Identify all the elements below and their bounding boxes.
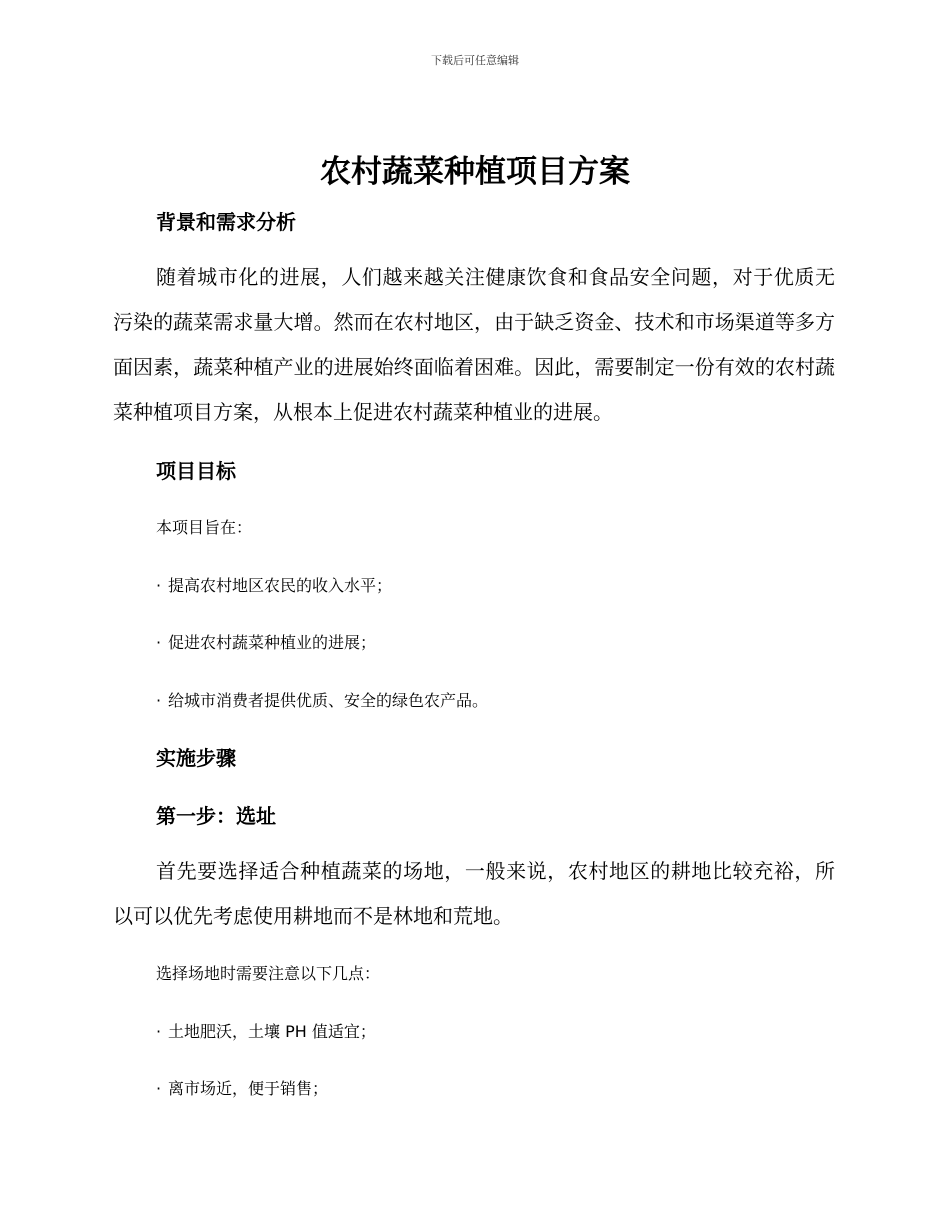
goal-bullet-text: 促进农村蔬菜种植业的进展；: [168, 633, 377, 652]
section-heading-steps: 实施步骤: [156, 746, 236, 770]
goals-intro: 本项目旨在：: [156, 518, 253, 537]
step1-paragraph-block: [113, 849, 835, 939]
step1-heading: 第一步：选址: [156, 804, 276, 828]
bullet-dot: ·: [156, 1022, 162, 1041]
page-title: 农村蔬菜种植项目方案: [320, 154, 630, 190]
bullet-dot: ·: [156, 1079, 162, 1098]
background-paragraph-block: [113, 255, 835, 435]
goal-bullet-item: [113, 686, 878, 716]
bullet-dot: ·: [156, 633, 162, 652]
goal-bullet-text: 给城市消费者提供优质、安全的绿色农产品。: [168, 691, 489, 710]
goal-bullet-item: [113, 628, 878, 658]
goal-bullet-text: 提高农村地区农民的收入水平；: [168, 576, 393, 595]
bullet-dot: ·: [156, 576, 162, 595]
step1-bullet-text: 离市场近，便于销售；: [168, 1079, 329, 1098]
header-note: 下载后可任意编辑: [431, 54, 519, 67]
step1-bullet-text: 土地肥沃，土壤 PH 值适宜；: [168, 1022, 376, 1041]
section-heading-background: 背景和需求分析: [156, 210, 296, 234]
goal-bullet-item: [113, 571, 878, 601]
step1-bullet-item: [113, 1074, 878, 1104]
background-paragraph: 随着城市化的进展，人们越来越关注健康饮食和食品安全问题，对于优质无污染的蔬菜需求量大增。然而在农村地区，由于缺乏资金、技术和市场渠道等多方面因素，蔬菜种植产业的进展始终面临着困难。因此，需要制定一份有效的农村蔬菜种植项目方案，从根本上促进农村蔬菜种植业的进展。: [113, 265, 835, 424]
step1-bullet-item: [113, 1017, 878, 1047]
step1-paragraph: 首先要选择适合种植蔬菜的场地，一般来说，农村地区的耕地比较充裕，所以可以优先考虑使用耕地而不是林地和荒地。: [113, 859, 835, 928]
section-heading-goals: 项目目标: [156, 459, 236, 483]
step1-intro: 选择场地时需要注意以下几点：: [156, 964, 381, 983]
bullet-dot: ·: [156, 691, 162, 710]
